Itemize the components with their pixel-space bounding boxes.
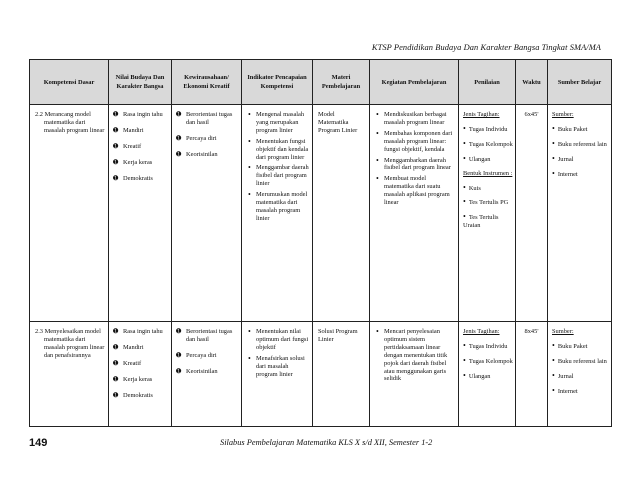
list-item: • Ulangan [463, 155, 513, 164]
list-item: • Mengenal masalah yang merupakan program linier [246, 111, 310, 135]
indikator-cell [242, 105, 313, 322]
list-item: ➊ Demokratis [113, 174, 153, 182]
list-item: ➊ Percaya diri [176, 134, 217, 142]
bullet-icon: ➊ [113, 174, 119, 182]
list-item: • Membahas komponen dari masalah program linear: fungsi objektif, kendala [374, 130, 456, 154]
penilaian-cell [459, 322, 516, 427]
col-header: Waktu [516, 60, 548, 105]
kd-text: 2.3 Menyelesaikan model matematika dari masalah program linear dan penafsirannya [35, 328, 105, 359]
jenis-tagihan-label: Jenis Tagihan: [463, 328, 500, 335]
nilai-cell [109, 322, 172, 427]
waktu-text: 8x45' [524, 328, 539, 335]
bullet-icon: ➊ [176, 134, 182, 142]
waktu-text: 6x45' [524, 111, 539, 118]
bentuk-instrumen-label: Bentuk Instrumen : [463, 169, 513, 177]
list-item: ➊ Kreatif [113, 142, 142, 150]
list-item: • Menggambar daerah fisibel dari program linier [246, 164, 310, 188]
list-item: • Tugas Individu [463, 342, 513, 351]
kewirausahaan-cell [172, 322, 242, 427]
page-number: 149 [29, 437, 48, 449]
list-item: • Tes Tertulis Uraian [463, 213, 513, 230]
table-row [30, 322, 612, 427]
bullet-icon: ➊ [113, 158, 119, 166]
kegiatan-cell [370, 105, 459, 322]
bullet-icon: ➊ [113, 111, 119, 118]
list-item: ➊ Mandiri [113, 343, 144, 351]
materi-cell [313, 322, 370, 427]
col-header: Sumber Belajar [548, 60, 612, 105]
bullet-icon: ➊ [176, 367, 182, 375]
bullet-icon: ➊ [113, 328, 119, 335]
bullet-icon: ➊ [176, 351, 182, 359]
kd-cell [30, 322, 109, 427]
list-item: • Buku Paket [552, 125, 609, 134]
bullet-icon: ➊ [113, 343, 119, 351]
list-item: • Buku Paket [552, 342, 609, 351]
list-item: • Tugas Individu [463, 125, 513, 134]
list-item: ➊ Kreatif [113, 359, 142, 367]
list-item: ➊ Rasa ingin tahu [113, 111, 163, 118]
bullet-icon: ➊ [113, 126, 119, 134]
list-item: ➊ Berorientasi tugas dan hasil [176, 328, 233, 343]
list-item: ➊ Kerja keras [113, 375, 153, 383]
list-item: • Mencari penyelesaian optimum sistem pertidaksamaan linear dengan menentukan titik pojok dari daerah fisibel atau menggunakan garis selidik [374, 328, 456, 383]
col-header: Kegiatan Pembelajaran [370, 60, 459, 105]
bullet-icon: ➊ [113, 359, 119, 367]
list-item: • Tes Tertulis PG [463, 198, 513, 207]
list-item: ➊ Keorisinilan [176, 367, 218, 375]
list-item: • Jurnal [552, 372, 609, 381]
list-item: • Tugas Kelompok [463, 357, 513, 366]
sumber-cell [548, 322, 612, 427]
running-header: KTSP Pendidikan Budaya Dan Karakter Bangsa Tingkat SMA/MA [371, 43, 601, 52]
waktu-cell [516, 105, 548, 322]
jenis-tagihan-label: Jenis Tagihan: [463, 111, 500, 118]
list-item: • Menentukan fungsi objektif dan kendala dari program linier [246, 138, 310, 162]
list-item: ➊ Rasa ingin tahu [113, 328, 163, 335]
bullet-icon: ➊ [113, 391, 119, 399]
sumber-label: Sumber: [552, 111, 574, 118]
list-item: • Merumuskan model matematika dari masalah program linier [246, 191, 310, 223]
bullet-icon: ➊ [113, 142, 119, 150]
indikator-cell [242, 322, 313, 427]
bullet-icon: ➊ [176, 328, 182, 335]
sumber-cell [548, 105, 612, 322]
list-item: ➊ Percaya diri [176, 351, 217, 359]
col-header: Materi Pembelajaran [313, 60, 370, 105]
bullet-icon: ➊ [176, 111, 182, 118]
materi-text: Solusi Program Linier [318, 328, 358, 343]
list-item: ➊ Demokratis [113, 391, 153, 399]
col-header: Nilai Budaya Dan Karakter Bangsa [109, 60, 172, 105]
kewirausahaan-cell [172, 105, 242, 322]
header-row [30, 60, 612, 105]
kd-cell [30, 105, 109, 322]
list-item: • Mendiskusikan berbagai masalah program linear [374, 111, 456, 127]
list-item: • Menggambarkan daerah fisibel dari program linear [374, 157, 456, 173]
col-header: Kompetensi Dasar [30, 60, 109, 105]
col-header: Penilaian [459, 60, 516, 105]
bullet-icon: ➊ [176, 150, 182, 158]
list-item: • Ulangan [463, 372, 513, 381]
list-item: ➊ Mandiri [113, 126, 144, 134]
list-item: • Buku referensi lain [552, 357, 609, 366]
list-item: ➊ Keorisinilan [176, 150, 218, 158]
list-item: • Internet [552, 170, 609, 179]
list-item: ➊ Berorientasi tugas dan hasil [176, 111, 233, 126]
kegiatan-cell [370, 322, 459, 427]
kd-text: 2.2 Merancang model matematika dari masalah program linear [35, 111, 105, 134]
col-header: Indikator Pencapaian Kompetensi [242, 60, 313, 105]
col-header: Kewirausahaan/ Ekonomi Kreatif [172, 60, 242, 105]
waktu-cell [516, 322, 548, 427]
list-item: • Buku referensi lain [552, 140, 609, 149]
footer-title: Silabus Pembelajaran Matematika KLS X s/d XII, Semester 1-2 [220, 438, 433, 447]
bullet-icon: ➊ [113, 375, 119, 383]
table-row [30, 105, 612, 322]
list-item: ➊ Kerja keras [113, 158, 153, 166]
list-item: • Menafsirkan solusi dari masalah program linier [246, 355, 310, 379]
nilai-cell [109, 105, 172, 322]
list-item: • Kuis [463, 184, 513, 193]
list-item: • Tugas Kelompok [463, 140, 513, 149]
materi-text: Model Matematika Program Linier [318, 111, 358, 134]
list-item: • Jurnal [552, 155, 609, 164]
list-item: • Internet [552, 387, 609, 396]
penilaian-cell [459, 105, 516, 322]
sumber-label: Sumber: [552, 328, 574, 335]
silabus-table [29, 59, 612, 427]
list-item: • Membuat model matematika dari suatu masalah aplikasi program linear [374, 175, 456, 207]
list-item: • Menentukan nilai optimum dari fungsi objektif [246, 328, 310, 352]
materi-cell [313, 105, 370, 322]
